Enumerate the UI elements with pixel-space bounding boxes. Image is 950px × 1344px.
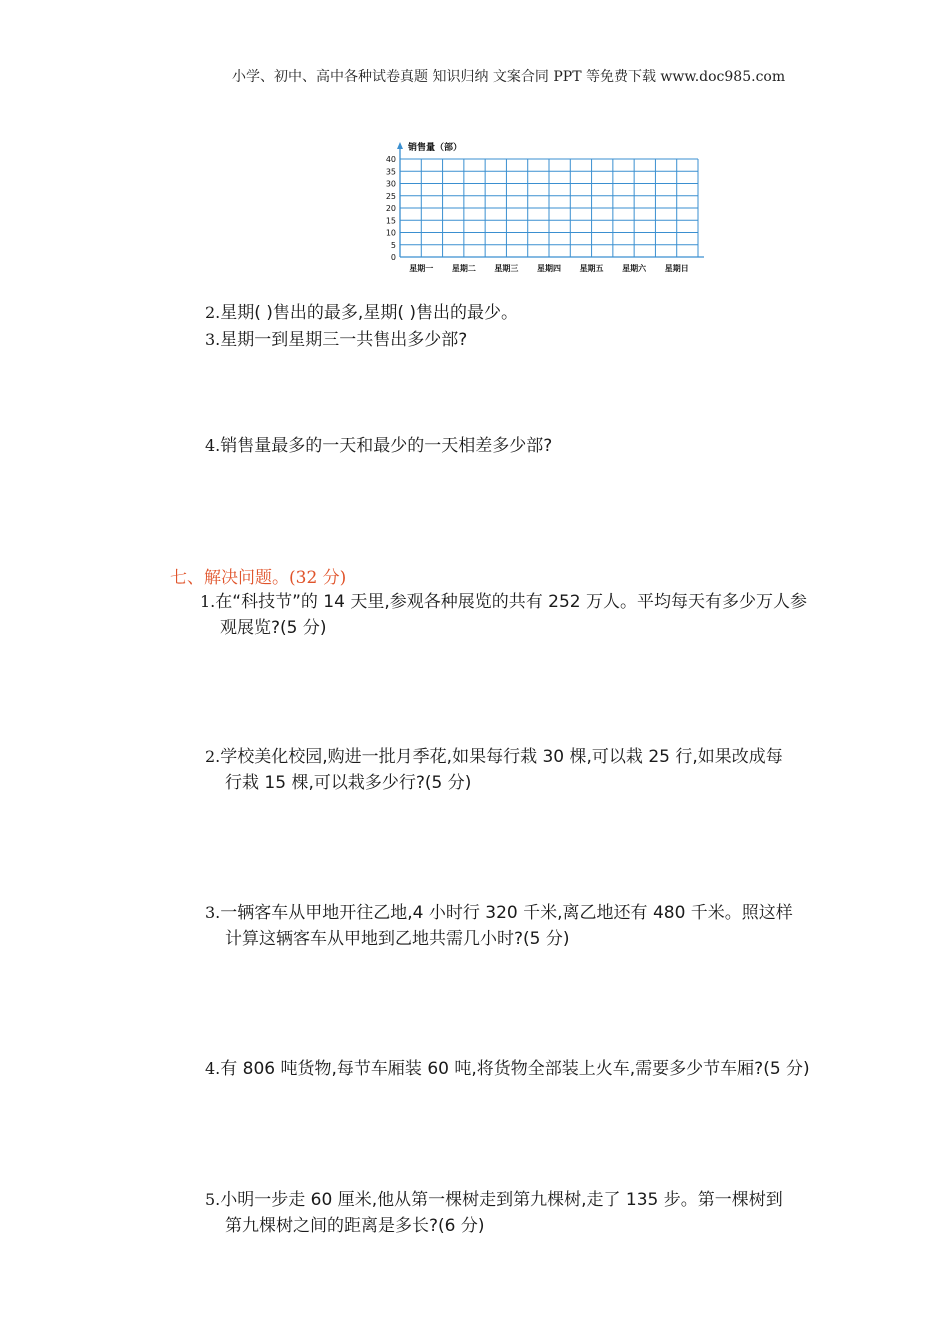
- problem-5: [205, 1187, 783, 1239]
- question-number: 4.: [205, 436, 221, 455]
- problem-line: 小明一步走 60 厘米,他从第一棵树走到第九棵树,走了 135 步。第一棵树到: [220, 1190, 783, 1210]
- problem-line: 第九棵树之间的距离是多长?(6 分): [225, 1216, 485, 1236]
- question-text: 星期一到星期三一共售出多少部?: [220, 330, 468, 350]
- y-tick-label: 20: [385, 204, 396, 213]
- y-tick-label: 5: [390, 240, 396, 250]
- problem-line: 在“科技节”的 14 天里,参观各种展览的共有 252 万人。平均每天有多少万人参: [215, 592, 807, 612]
- y-tick-label: 10: [385, 228, 396, 238]
- problem-3: [205, 900, 793, 952]
- question-2: [205, 300, 518, 326]
- y-axis-arrow-icon: [397, 142, 403, 149]
- y-tick-label: 35: [385, 167, 396, 177]
- problem-number: 5.: [205, 1190, 221, 1209]
- problem-1: [200, 589, 807, 641]
- problem-line: 学校美化校园,购进一批月季花,如果每行栽 30 棵,可以栽 25 行,如果改成每: [220, 747, 783, 767]
- x-category-label: 星期四: [537, 264, 561, 273]
- section-7-title: 七、解决问题。(32 分): [170, 568, 347, 588]
- problem-line: 有 806 吨货物,每节车厢装 60 吨,将货物全部装上火车,需要多少节车厢?(5 分): [220, 1059, 810, 1079]
- y-tick-label: 40: [385, 155, 396, 164]
- x-category-label: 星期一: [409, 264, 434, 273]
- y-tick-label: 15: [385, 216, 396, 226]
- question-number: 2.: [205, 303, 221, 322]
- question-3: [205, 327, 467, 353]
- y-tick-label: 0: [390, 253, 396, 262]
- problem-line: 计算这辆客车从甲地到乙地共需几小时?(5 分): [225, 929, 570, 949]
- x-category-label: 星期二: [451, 264, 476, 273]
- question-4: [205, 433, 552, 459]
- chart-y-label: 销售量（部）: [408, 143, 463, 153]
- x-category-label: 星期三: [494, 264, 519, 273]
- x-category-label: 星期五: [579, 264, 604, 273]
- problem-2: [205, 744, 783, 796]
- y-tick-label: 30: [385, 179, 396, 189]
- question-text: 销售量最多的一天和最少的一天相差多少部?: [220, 436, 553, 456]
- problem-number: 4.: [205, 1059, 221, 1078]
- question-number: 3.: [205, 330, 221, 349]
- page-header: 小学、初中、高中各种试卷真题 知识归纳 文案合同 PPT 等免费下载 www.doc985.com: [232, 69, 786, 85]
- sales-grid-chart: [360, 132, 730, 282]
- problem-line: 一辆客车从甲地开往乙地,4 小时行 320 千米,离乙地还有 480 千米。照这样: [220, 903, 793, 923]
- x-category-label: 星期六: [622, 264, 647, 273]
- problem-4: [205, 1056, 810, 1082]
- problem-line: 行栽 15 棵,可以栽多少行?(5 分): [225, 773, 472, 793]
- problem-number: 2.: [205, 747, 221, 766]
- y-tick-label: 25: [385, 191, 396, 201]
- problem-line: 观展览?(5 分): [220, 618, 327, 638]
- problem-number: 1.: [200, 592, 216, 611]
- problem-number: 3.: [205, 903, 221, 922]
- x-category-label: 星期日: [664, 264, 689, 273]
- question-text: 星期( )售出的最多,星期( )售出的最少。: [220, 303, 519, 323]
